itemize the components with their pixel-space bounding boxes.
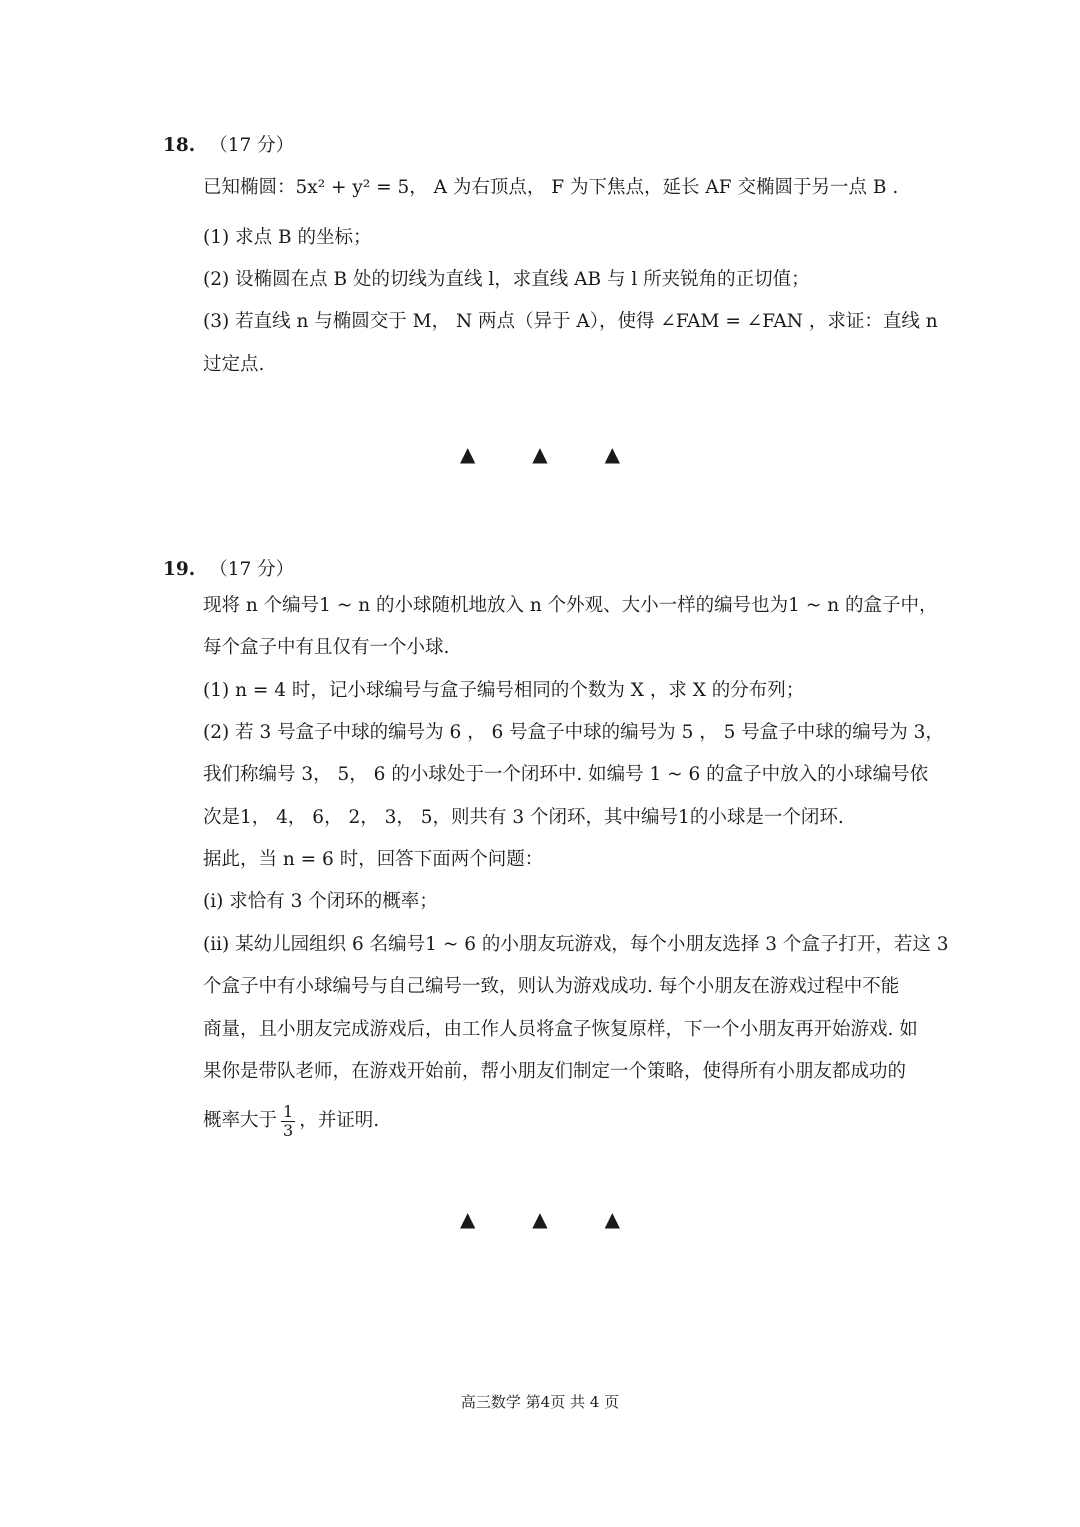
fraction-denominator: 3 [283,1120,294,1140]
q19-part-1: (1) n = 4 时，记小球编号与盒子编号相同的个数为 X ，求 X 的分布列； [203,680,805,701]
q19-sub-ii-line-2: 个盒子中有小球编号与自己编号一致，则认为游戏成功. 每个小朋友在游戏过程中不能 [203,976,900,997]
q19-part-2-line-2: 我们称编号 3， 5， 6 的小球处于一个闭环中. 如编号 1 ~ 6 的盒子中放入的小球编号依 [203,764,929,785]
triangle-icon: ▲ [532,442,548,466]
fraction-numerator: 1 [283,1101,294,1121]
fraction [281,1103,295,1140]
triangle-icon: ▲ [460,1207,476,1231]
q18-part-2: (2) 设椭圆在点 B 处的切线为直线 l，求直线 AB 与 l 所夹锐角的正切值； [203,269,810,290]
q19-part-2-line-3: 次是1， 4， 6， 2， 3， 5，则共有 3 个闭环，其中编号1的小球是一个闭环. [203,807,844,828]
triangle-icon: ▲ [460,442,476,466]
q19-part-2-line-4: 据此，当 n = 6 时，回答下面两个问题： [203,849,544,870]
question-18-header [163,134,294,158]
section-separator [460,1207,620,1231]
q19-part-2-line-1: (2) 若 3 号盒子中球的编号为 6 ， 6 号盒子中球的编号为 5 ， 5 号盒子中球的编号为 3， [203,722,944,743]
q19-stem-line-1: 现将 n 个编号1 ~ n 的小球随机地放入 n 个外观、大小一样的编号也为1 ~ n 的盒子中， [203,595,938,616]
question-score: （17 分） [209,135,295,156]
question-score: （17 分） [209,559,295,580]
triangle-icon: ▲ [532,1207,548,1231]
q19-sub-ii-line-5 [203,1101,379,1141]
question-number: 18. [163,135,196,156]
triangle-icon: ▲ [604,442,620,466]
text-segment: 概率大于 [203,1110,278,1131]
q18-part-3-line-1: (3) 若直线 n 与椭圆交于 M， N 两点（异于 A），使得 ∠FAM = ∠FAN ，求证：直线 n [203,311,938,332]
triangle-icon: ▲ [604,1207,620,1231]
q18-part-3-line-2: 过定点. [203,354,265,375]
text-segment: ，并证明. [299,1110,380,1131]
question-number: 19. [163,559,196,580]
q19-sub-i: (i) 求恰有 3 个闭环的概率； [203,891,438,912]
q18-stem: 已知椭圆：5x² + y² = 5， A 为右顶点， F 为下焦点，延长 AF 交椭圆于另一点 B . [203,177,899,198]
q19-sub-ii-line-3: 商量，且小朋友完成游戏后，由工作人员将盒子恢复原样，下一个小朋友再开始游戏. 如 [203,1019,918,1040]
q18-part-1: (1) 求点 B 的坐标； [203,227,372,248]
section-separator [460,442,620,466]
q19-sub-ii-line-4: 果你是带队老师，在游戏开始前，帮小朋友们制定一个策略，使得所有小朋友都成功的 [203,1061,907,1082]
page-footer: 高三数学 第4页 共 4 页 [460,1393,620,1411]
q19-stem-line-2: 每个盒子中有且仅有一个小球. [203,637,450,658]
q19-sub-ii-line-1: (ii) 某幼儿园组织 6 名编号1 ~ 6 的小朋友玩游戏，每个小朋友选择 3 个盒子打开，若这 3 [203,934,949,955]
question-19-header [163,558,294,582]
